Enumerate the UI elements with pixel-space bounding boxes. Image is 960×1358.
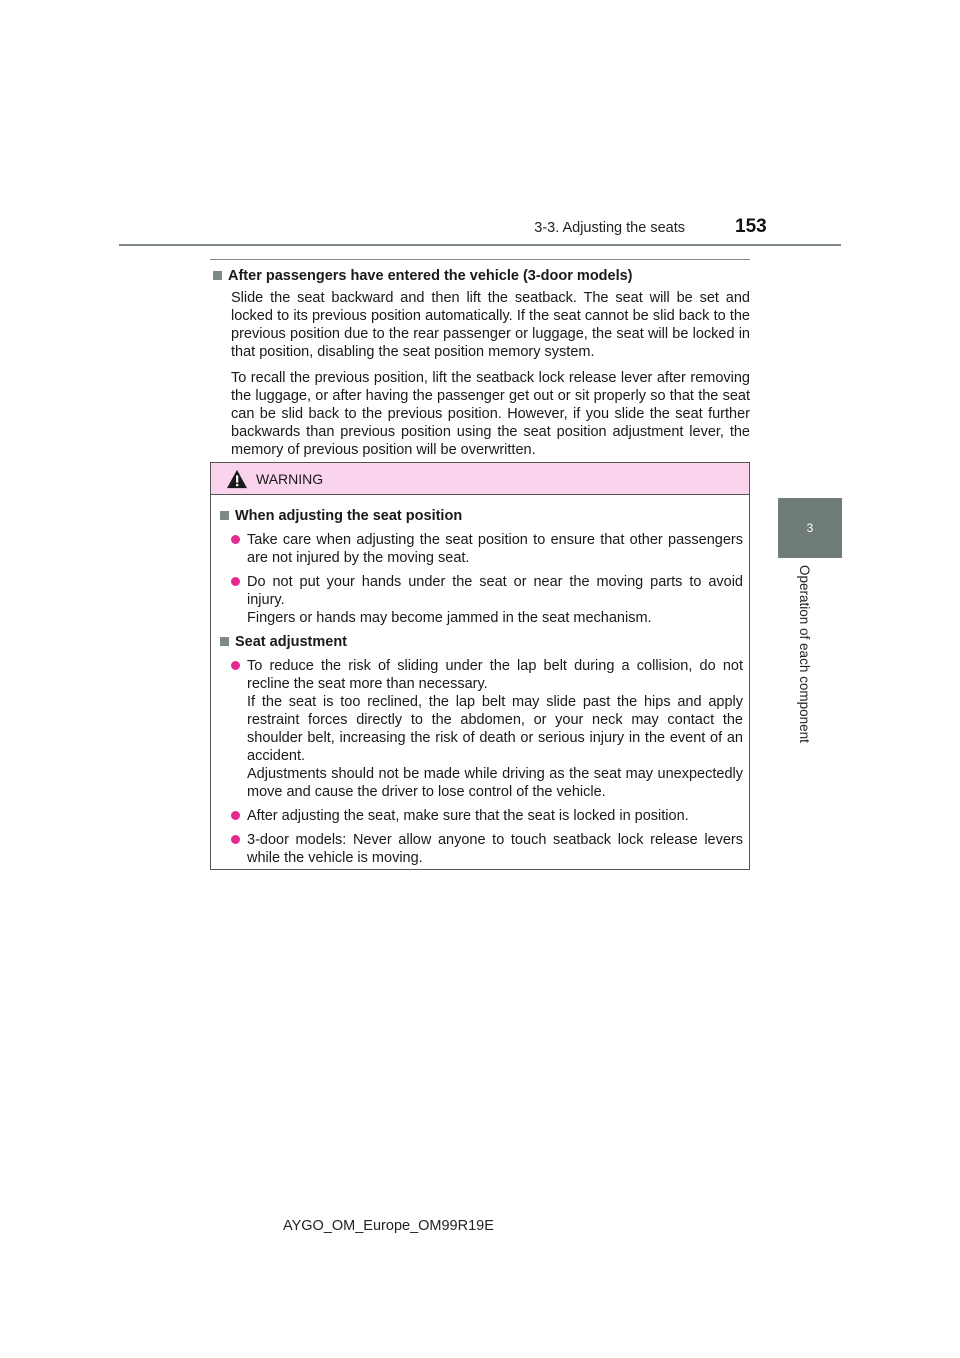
warning-triangle-icon [226,469,248,489]
warning-subheading-text: Seat adjustment [235,634,347,650]
warning-list-item [231,531,743,567]
main-content [210,258,750,459]
dot-bullet-icon [231,661,240,670]
document-code: AYGO_OM_Europe_OM99R19E [283,1218,494,1234]
dot-bullet-icon [231,535,240,544]
dot-bullet-icon [231,835,240,844]
subsection-heading-text: After passengers have entered the vehicle (3-door models) [228,268,633,284]
chapter-title: Operation of each component [797,565,812,743]
paragraph: Slide the seat backward and then lift the seatback. The seat will be set and locked to its previous position automatically. If the seat cannot be slid back to the previous position due to the rear passenger or luggage, the seat will be locked in that position, disabling the seat position memory system. [231,290,750,360]
square-bullet-icon [213,271,222,280]
warning-subheading [217,633,743,651]
paragraph: To recall the previous position, lift the seatback lock release lever after removing the luggage, or after having the passenger get out or sit properly so that the seat can be slid back to the previous position. However, if you slide the seat further backwards than previous position using the seat position adjustment lever, the memory of previous position will be overwritten. [231,370,750,458]
square-bullet-icon [220,511,229,520]
warning-item-text: 3-door models: Never allow anyone to touch seatback lock release levers while the vehicle is moving. [247,832,743,866]
warning-item-text: After adjusting the seat, make sure that the seat is locked in position. [247,808,689,824]
page-number: 153 [735,216,767,237]
warning-list-item [231,807,743,825]
warning-item-text: Do not put your hands under the seat or near the moving parts to avoid injury. Fingers or hands may become jammed in the seat mechanism. [247,574,743,626]
square-bullet-icon [220,637,229,646]
page-header-section: 3-3. Adjusting the seats [534,220,685,236]
warning-list-item [231,657,743,801]
warning-item-text: To reduce the risk of sliding under the lap belt during a collision, do not recline the seat more than necessary. If the seat is too reclined, the lap belt may slide past the hips and apply restraint forces directly to the abdomen, or your neck may contact the shoulder belt, increasing the risk of death or serious injury in the event of an accident. Adjustments should not be made while driving as the seat may unexpectedly move and cause the driver to lose control of the vehicle. [247,658,743,800]
warning-header [211,463,749,495]
warning-label: WARNING [256,470,324,487]
dot-bullet-icon [231,811,240,820]
warning-list-item [231,573,743,627]
warning-subheading [217,507,743,525]
warning-body [211,495,749,867]
warning-subheading-text: When adjusting the seat position [235,508,463,524]
dot-bullet-icon [231,577,240,586]
warning-box [210,462,750,870]
warning-item-text: Take care when adjusting the seat position to ensure that other passengers are not injured by the moving seat. [247,532,743,566]
warning-list-item [231,831,743,867]
header-rule [119,244,841,246]
subsection-heading [210,267,750,285]
chapter-tab: 3 [778,498,842,558]
